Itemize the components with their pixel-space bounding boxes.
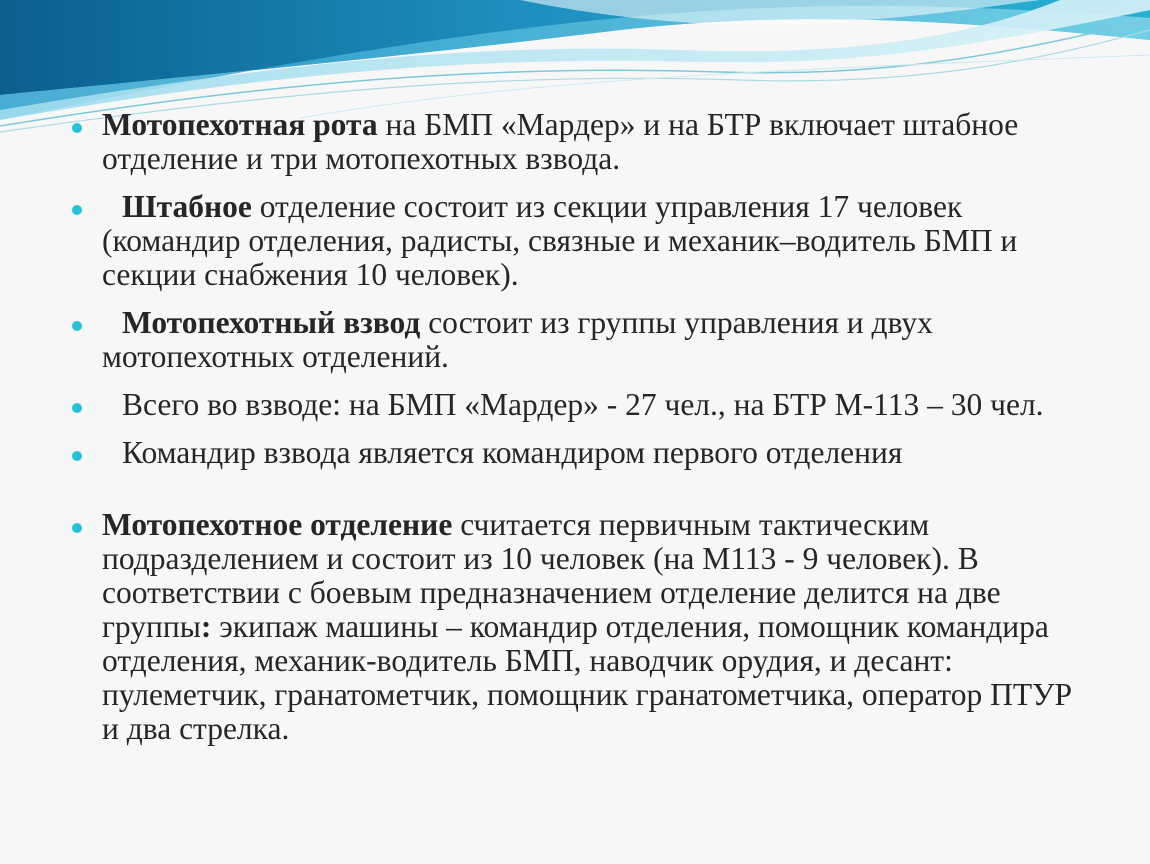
- bullet-body: Командир взвода является командиром первого отделения: [122, 435, 903, 470]
- bullet-item-platoon-commander: [72, 436, 1092, 470]
- bullet-text: [102, 306, 1092, 374]
- bullet-body: Всего во взводе: на БМП «Мардер» - 27 чел., на БТР М-113 – 30 чел.: [122, 387, 1044, 422]
- bullet-text: [102, 190, 1092, 292]
- bullet-dot-icon: [72, 403, 82, 413]
- bullet-text: [102, 436, 1092, 470]
- bullet-dot-icon: [72, 523, 82, 533]
- bullet-item-platoon-total: [72, 388, 1092, 422]
- bullet-body: считается первичным тактическим подразделением и состоит из 10 человек (на М113 - 9 человек). В соответствии с боевым предназначением отделение делится на две группы: [102, 507, 1001, 644]
- bullet-dot-icon: [72, 451, 82, 461]
- bullet-item-squad: [72, 508, 1092, 746]
- slide-content: [72, 108, 1092, 760]
- bullet-item-hq-section: [72, 190, 1092, 292]
- bullet-bold-term: Мотопехотный взвод: [122, 305, 421, 340]
- bullet-bold-term: Мотопехотная рота: [102, 107, 378, 142]
- bullet-text: [102, 108, 1092, 176]
- bullet-dot-icon: [72, 123, 82, 133]
- bullet-bold-colon: :: [200, 609, 212, 644]
- bullet-body: отделение состоит из секции управления 17 человек (командир отделения, радисты, связные и механик–водитель БМП и секции снабжения 10 человек).: [102, 189, 1018, 292]
- bullet-dot-icon: [72, 205, 82, 215]
- bullet-text: [102, 508, 1092, 746]
- bullet-bold-term: Штабное: [122, 189, 252, 224]
- bullet-bold-term: Мотопехотное отделение: [102, 507, 453, 542]
- bullet-body: состоит из группы управления и двух мотопехотных отделений.: [102, 305, 933, 374]
- bullet-item-platoon: [72, 306, 1092, 374]
- bullet-body-continued: экипаж машины – командир отделения, помощник командира отделения, механик-водитель БМП, наводчик орудия, и десант: пулеметчик, гранатометчик, помощник гранатометчика, оператор ПТУР и два стрелка.: [102, 609, 1072, 746]
- bullet-body: на БМП «Мардер» и на БТР включает штабное отделение и три мотопехотных взвода.: [102, 107, 1019, 176]
- bullet-item-company: [72, 108, 1092, 176]
- bullet-dot-icon: [72, 321, 82, 331]
- bullet-text: [102, 388, 1092, 422]
